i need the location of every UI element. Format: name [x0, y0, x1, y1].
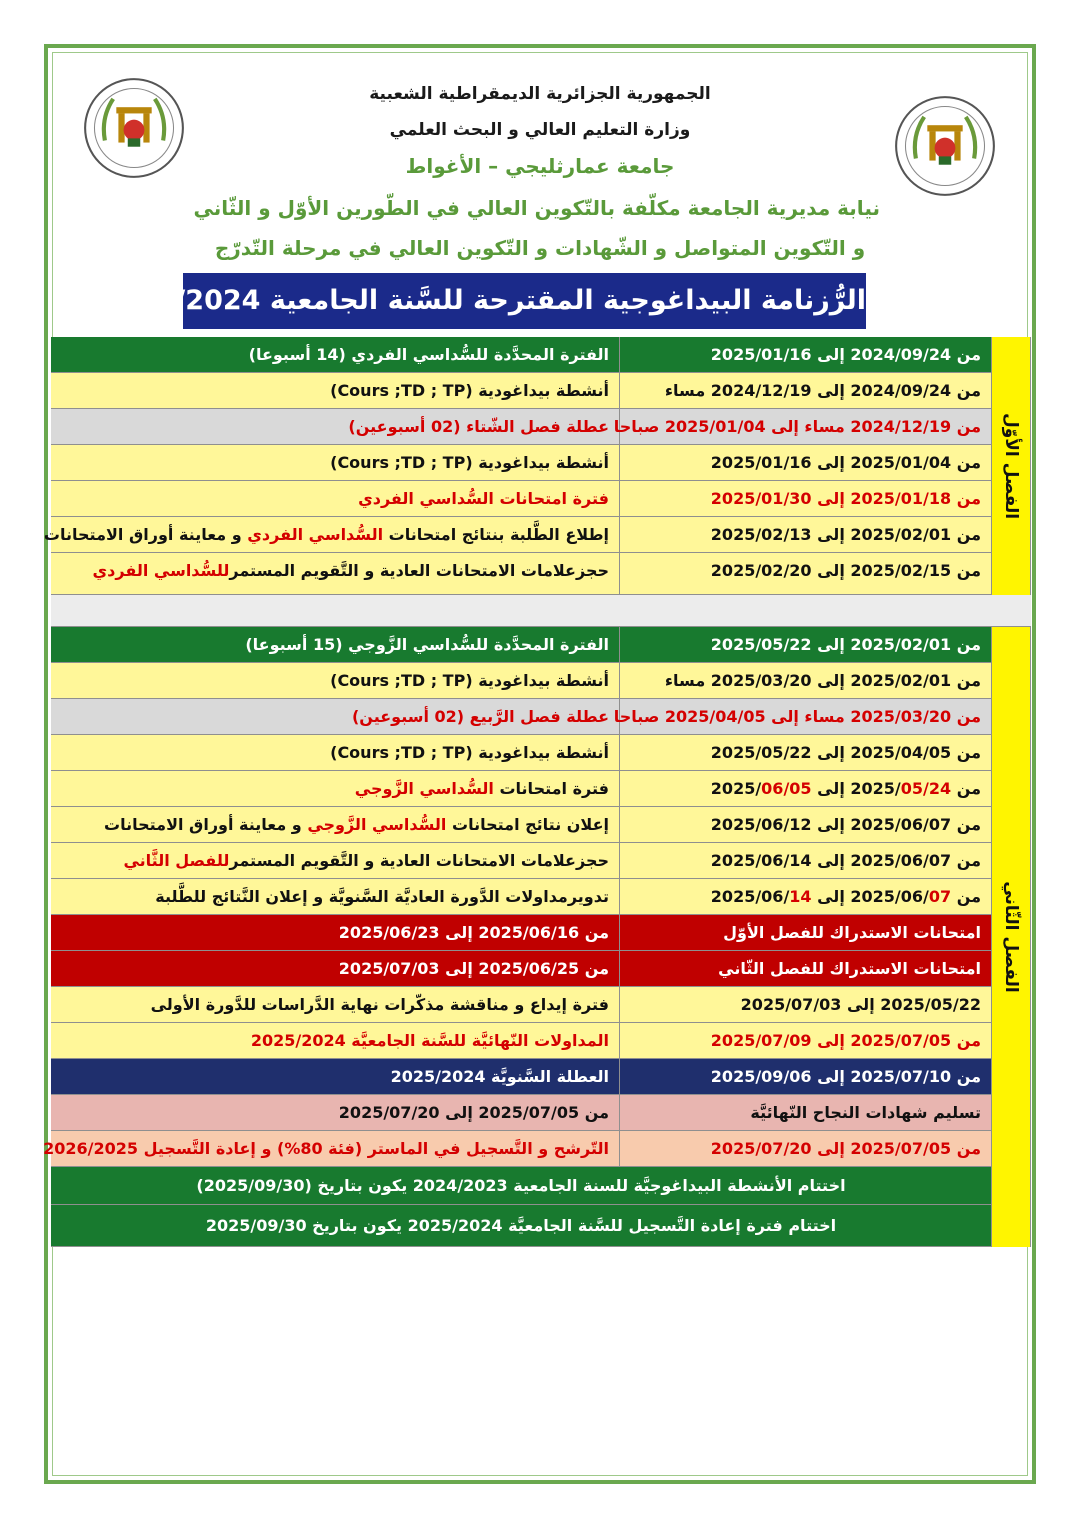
table-row: من 2025/01/04 إلى 2025/01/16 أنشطة بيداغودية (Cours ;TD ; TP) [51, 445, 991, 481]
table-row: من 2025/04/05 إلى 2025/05/22 أنشطة بيداغودية (Cours ;TD ; TP) [51, 735, 991, 771]
table-row: من 2024/09/24 إلى 2024/12/19 مساء أنشطة بيداغودية (Cours ;TD ; TP) [51, 373, 991, 409]
table-row: من 2025/01/18 إلى 2025/01/30 فترة امتحانات السُّداسي الفردي [51, 481, 991, 517]
semester-separator [51, 595, 1031, 627]
table-row: من 2025/02/01 إلى 2025/02/13 إطلاع الطَّلبة بنتائج امتحانات السُّداسي الفردي و معاينة أوراق الامتحانات [51, 517, 991, 553]
table-row: تسليم شهادات النجاح النّهائيَّة من 2025/07/05 إلى 2025/07/20 [51, 1095, 991, 1131]
university-logo-left [82, 76, 186, 180]
header-republic: الجمهورية الجزائرية الديمقراطية الشعبية [369, 84, 711, 104]
header-ministry: وزارة التعليم العالي و البحث العلمي [389, 120, 691, 140]
table-row: من 2024/12/19 مساء إلى 2025/01/04 صباحا عطلة فصل الشّتاء (02 أسبوعين) [51, 409, 991, 445]
table-row: من 2025/03/20 مساء إلى 2025/04/05 صباحا عطلة فصل الرَّبيع (02 أسبوعين) [51, 699, 991, 735]
table-row: من 2025/05/24 إلى 2025/06/05 فترة امتحانات السُّداسي الزَّوجي [51, 771, 991, 807]
table-row: من 2025/02/15 إلى 2025/02/20 حجزعلامات الامتحانات العادية و التَّقويم المستمرللسُّداسي الفردي [51, 553, 991, 595]
table-row: من 2024/09/24 إلى 2025/01/16 الفترة المحدَّدة للسُّداسي الفردي (14 أسبوعا) [51, 337, 991, 373]
calendar-title: الرُّزنامة البيداغوجية المقترحة للسَّنة الجامعية 2025/2024 [183, 273, 866, 329]
footer-row-2: اختتام فترة إعادة التَّسجيل للسَّنة الجامعيَّة 2025/2024 يكون بتاريخ 2025/09/30 [51, 1205, 991, 1247]
table-row: من 2025/07/05 إلى 2025/07/09 المداولات النّهائيَّة للسَّنة الجامعيَّة 2025/2024 [51, 1023, 991, 1059]
semester2-side-label: الفصل الثّاني [991, 627, 1031, 1247]
table-row: من 2025/07/10 إلى 2025/09/06 العطلة السَّنويَّة 2025/2024 [51, 1059, 991, 1095]
university-logo-right [893, 94, 997, 198]
header-directorate-1: نيابة مديرية الجامعة مكلّفة بالتّكوين العالي في الطّورين الأوّل و الثّاني [193, 196, 880, 220]
table-row: من 2025/06/07 إلى 2025/06/14 حجزعلامات الامتحانات العادية و التَّقويم المستمرللفصل الثَّاني [51, 843, 991, 879]
table-row: من 2025/02/01 إلى 2025/03/20 مساء أنشطة بيداغودية (Cours ;TD ; TP) [51, 663, 991, 699]
header-university: جامعة عمارثليجي – الأغواط [405, 154, 675, 178]
footer-row-1: اختتام الأنشطة البيداغوجيَّة للسنة الجامعية 2024/2023 يكون بتاريخ (2025/09/30) [51, 1167, 991, 1205]
table-row: من 2025/02/01 إلى 2025/05/22 الفترة المحدَّدة للسُّداسي الزَّوجي (15 أسبوعا) [51, 627, 991, 663]
table-row: امتحانات الاستدراك للفصل الأوّل من 2025/06/16 إلى 2025/06/23 [51, 915, 991, 951]
table-row: من 2025/07/05 إلى 2025/07/20 التّرشح و التَّسجيل في الماستر (فئة 80%) و إعادة التَّسجيل 2026/2025 [51, 1131, 991, 1167]
table-row: من 2025/06/07 إلى 2025/06/12 إعلان نتائج امتحانات السُّداسي الزَّوجي و معاينة أوراق الامتحانات [51, 807, 991, 843]
table-row: من 2025/06/07 إلى 2025/06/14 تدويرمداولات الدَّورة العاديَّة السَّنويَّة و إعلان النَّتائج للطَّلبة [51, 879, 991, 915]
semester1-side-label: الفصل الأوّل [991, 337, 1031, 595]
table-row: امتحانات الاستدراك للفصل الثّاني من 2025/06/25 إلى 2025/07/03 [51, 951, 991, 987]
table-row: 2025/05/22 إلى 2025/07/03 فترة إيداع و مناقشة مذكّرات نهاية الدَّراسات للدَّورة الأولى [51, 987, 991, 1023]
header-directorate-2: و التّكوين المتواصل و الشّهادات و التّكوين العالي في مرحلة التّدرّج [214, 236, 866, 260]
